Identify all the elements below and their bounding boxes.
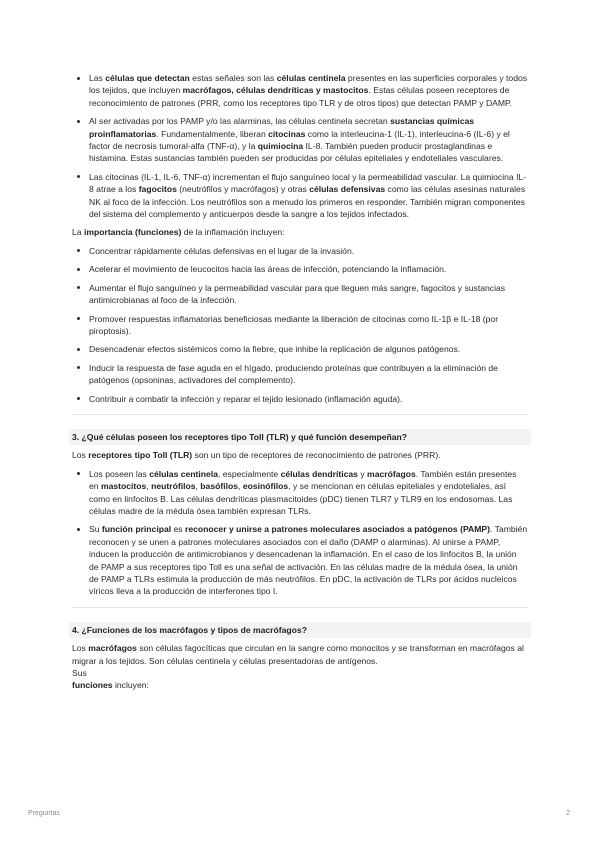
- list-item: Aumentar el flujo sanguíneo y la permeabilidad vascular para que lleguen más sangre, fagocitos y sustancias antimicrobianas al foco de la infección.: [72, 282, 528, 307]
- bold-text: células centinela: [149, 468, 218, 479]
- bold-text: fagocitos: [138, 184, 177, 195]
- bold-text: basófilos: [200, 481, 239, 492]
- list-item: Concentrar rápidamente células defensivas en el lugar de la invasión.: [72, 245, 528, 257]
- list-item: Las citocinas (IL-1, IL-6, TNF-α) incrementan el flujo sanguíneo local y la permeabilidad vascular. La quimiocina IL-8 atrae a los fagocitos (neutrófilos y macrófagos) y otras células defensivas como las células asesinas naturales NK al foco de la infección. Los neutrófilos son a menudo los primeros en responder. También migran componentes del sistema del complemento y anticuerpos desde la sangre a los tejidos infectados.: [72, 171, 528, 221]
- bold-text: mastocitos: [100, 481, 147, 492]
- bold-text: neutrófilos: [151, 481, 196, 492]
- tlr-list: [72, 468, 528, 598]
- bold-text: células dendríticas: [280, 468, 358, 479]
- section-3-heading: 3. ¿Qué células poseen los receptores tipo Toll (TLR) y qué función desempeñan?: [69, 429, 531, 445]
- sentinel-cells-list: [72, 72, 528, 220]
- footer-section-label: Preguntas: [28, 810, 60, 817]
- section-4-funciones: funciones incluyen:: [72, 680, 149, 691]
- list-item: Su función principal es reconocer y unirse a patrones moleculares asociados a patógenos (PAMP). También reconocen y se unen a patrones moleculares asociados con el daño (DAMP o alarminas). Al unirse a PAMP, inducen la producción de antimicrobianos y desencadenan la inflamación. En el caso de los linfocitos B, la unión de PAMP a sus receptores tipo Toll es una señal de activación. En las células madre de la médula ósea, la unión de PAMP a TLRs estimula la producción de más neutrófilos. En pDC, la activación de TLRs por ácidos nucleicos víricos lleva a la producción de interferones tipo I.: [72, 523, 528, 597]
- bold-text: macrófagos, células dendríticas y mastocitos: [182, 85, 369, 96]
- section-4-sus: Sus: [72, 668, 87, 679]
- page-number: 2: [566, 810, 570, 817]
- list-item: Contribuir a combatir la infección y reparar el tejido lesionado (inflamación aguda).: [72, 393, 528, 405]
- section-4-intro: Los macrófagos son células fagocíticas que circulan en la sangre como monocitos y se transforman en macrófagos al migrar a los tejidos. Son células centinela y células presentadoras de antígenos.: [72, 643, 524, 666]
- bold-text: eosinófilos: [242, 481, 289, 492]
- bold-text: células que detectan: [105, 73, 190, 83]
- section-divider: [72, 607, 528, 608]
- bold-text: función principal: [101, 524, 172, 535]
- page-content: [72, 72, 528, 692]
- list-item: Inducir la respuesta de fase aguda en el hígado, produciendo proteínas que contribuyen a la eliminación de patógenos (opsoninas, activadores del complemento).: [72, 362, 528, 387]
- bold-text: células defensivas: [309, 184, 386, 195]
- bold-text: quimiocina: [257, 141, 304, 152]
- bold-text: macrófagos: [88, 643, 137, 654]
- bold-text: sustancias químicas proinflamatorias: [89, 116, 475, 139]
- list-item: Las células que detectan estas señales son las células centinela presentes en las superficies corporales y todos los tejidos, que incluyen macrófagos, células dendríticas y mastocitos. Estas células poseen receptores de reconocimiento de patrones (PRR, como los receptores tipo TLR y de otros tipos) que detectan PAMP y DAMP.: [72, 72, 528, 109]
- bold-text: receptores tipo Toll (TLR): [88, 450, 193, 461]
- section-3-intro: Los receptores tipo Toll (TLR) son un tipo de receptores de reconocimiento de patrones (PRR).: [72, 450, 441, 461]
- bold-text: importancia (funciones): [83, 227, 182, 238]
- bold-text: reconocer y unirse a patrones moleculares asociados a patógenos (PAMP): [185, 524, 491, 535]
- bold-text: macrófagos: [367, 468, 416, 479]
- functions-intro: La importancia (funciones) de la inflamación incluyen:: [72, 227, 285, 238]
- section-divider: [72, 414, 528, 415]
- bold-text: funciones: [72, 680, 113, 691]
- list-item: Al ser activadas por los PAMP y/o las alarminas, las células centinela secretan sustancias químicas proinflamatorias. Fundamentalmente, liberan citocinas como la interleucina-1 (IL-1), interleucina-6 (IL-6) y el factor de necrosis tumoral-alfa (TNF-α), y la quimiocina IL-8. También pueden producir prostaglandinas e histamina. Estas sustancias también pueden ser producidas por células epiteliales y endoteliales vasculares.: [72, 115, 528, 165]
- list-item: Acelerar el movimiento de leucocitos hacia las áreas de infección, potenciando la inflamación.: [72, 263, 528, 275]
- list-item: Promover respuestas inflamatorias beneficiosas mediante la liberación de citocinas como IL-1β e IL-18 (por piroptosis).: [72, 313, 528, 338]
- inflammation-functions-list: [72, 245, 528, 405]
- bold-text: citocinas: [268, 128, 306, 139]
- list-item: Los poseen las células centinela, especialmente células dendríticas y macrófagos. También están presentes en mastocitos, neutrófilos, basófilos, eosinófilos, y se mencionan en células epiteliales y endoteliales, así como en linfocitos B. Las células dendríticas plasmacitoides (pDC) tienen TLR7 y TLR9 en los endosomas. Las células madre de la médula ósea también expresan TLRs.: [72, 468, 528, 518]
- bold-text: células centinela: [276, 73, 346, 83]
- list-item: Desencadenar efectos sistémicos como la fiebre, que inhibe la replicación de algunos patógenos.: [72, 343, 528, 355]
- section-4-heading: 4. ¿Funciones de los macrófagos y tipos de macrófagos?: [69, 622, 531, 638]
